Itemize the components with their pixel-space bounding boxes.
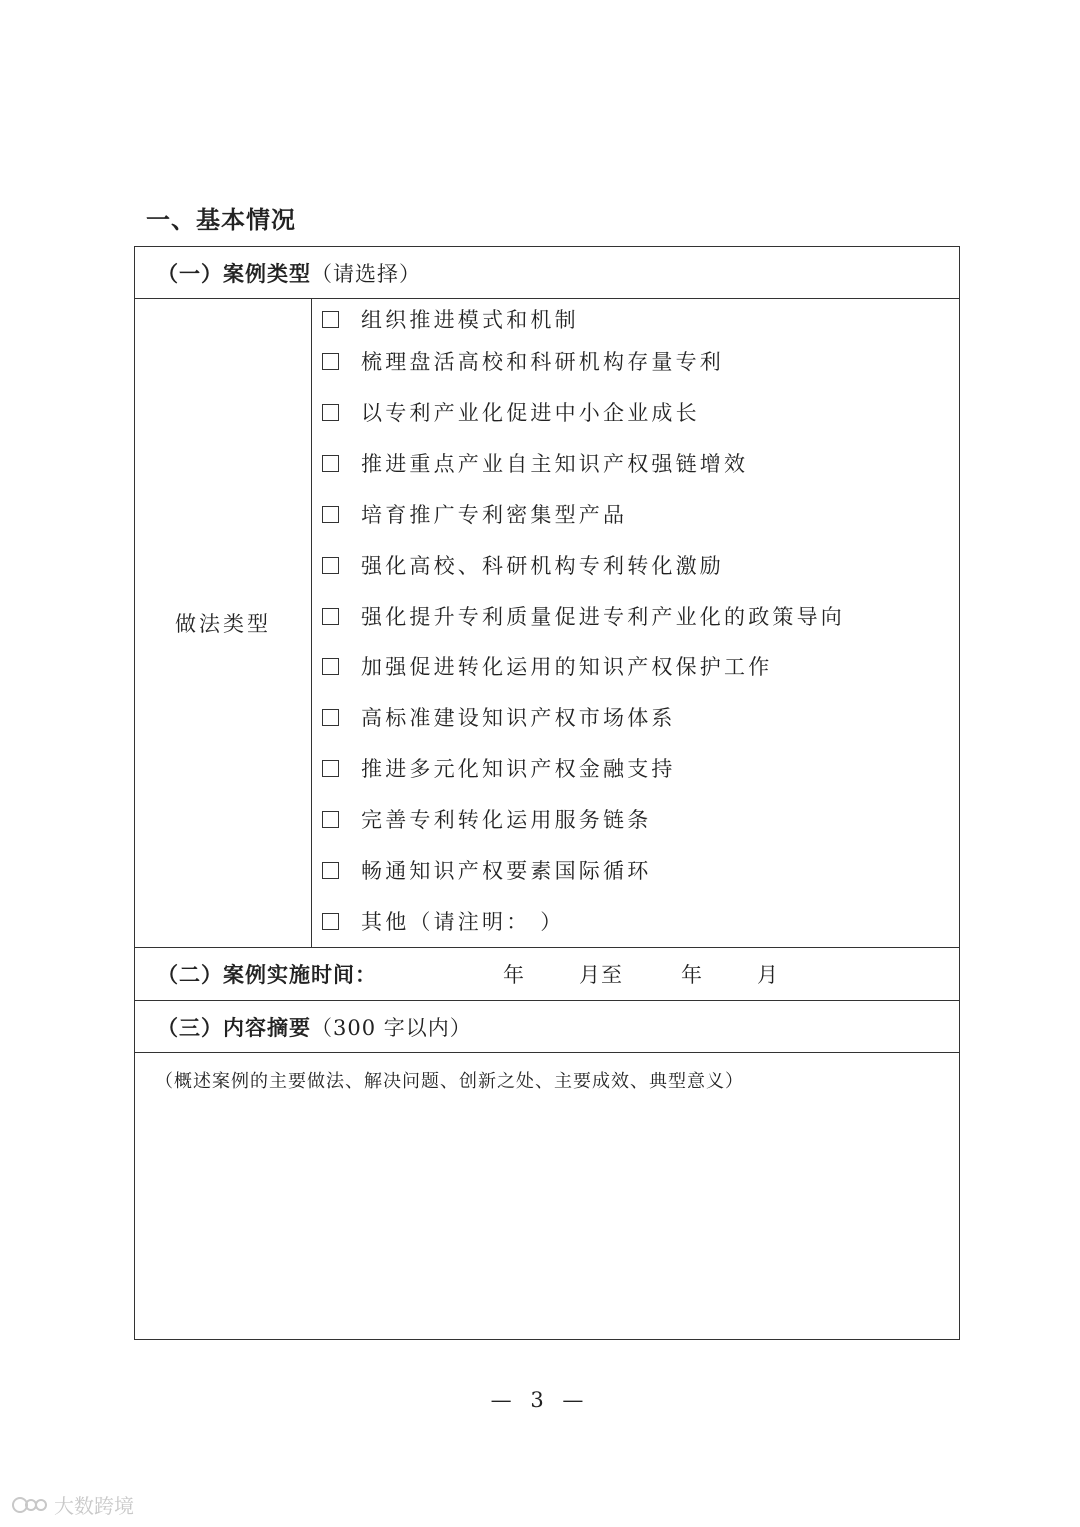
practice-type-option[interactable] xyxy=(322,906,564,936)
practice-type-option[interactable] xyxy=(322,601,845,631)
option-label: 强化提升专利质量促进专利产业化的政策导向 xyxy=(361,605,845,629)
checkbox[interactable] xyxy=(322,404,339,421)
page-number: — 3 — xyxy=(490,1388,590,1412)
practice-type-option[interactable] xyxy=(322,550,724,580)
checkbox[interactable] xyxy=(322,811,339,828)
option-label: 推进重点产业自主知识产权强链增效 xyxy=(361,452,749,476)
case-type-heading-note: （请选择） xyxy=(311,261,421,286)
checkbox[interactable] xyxy=(322,709,339,726)
option-label: 强化高校、科研机构专利转化激励 xyxy=(361,554,724,578)
checkbox[interactable] xyxy=(322,353,339,370)
checkbox[interactable] xyxy=(322,862,339,879)
checkbox[interactable] xyxy=(322,658,339,675)
practice-type-option[interactable] xyxy=(322,651,772,681)
application-form-table xyxy=(134,246,960,1340)
practice-type-option[interactable] xyxy=(322,499,627,529)
summary-heading: （三）内容摘要 xyxy=(157,1015,311,1040)
practice-type-option[interactable] xyxy=(322,804,651,834)
checkbox[interactable] xyxy=(322,455,339,472)
summary-heading-row xyxy=(135,1001,959,1053)
checkbox[interactable] xyxy=(322,608,339,625)
practice-type-label: 做法类型 xyxy=(135,299,312,947)
checkbox[interactable] xyxy=(322,506,339,523)
checkbox[interactable] xyxy=(322,760,339,777)
option-label: 畅通知识产权要素国际循环 xyxy=(361,859,652,883)
practice-type-option[interactable] xyxy=(322,753,676,783)
implementation-time-heading: （二）案例实施时间： xyxy=(157,963,377,987)
summary-hint: （概述案例的主要做法、解决问题、创新之处、主要成效、典型意义） xyxy=(155,1071,744,1092)
case-type-heading-row xyxy=(135,247,959,299)
checkbox[interactable] xyxy=(322,913,339,930)
start-month-to-label: 月至 xyxy=(579,963,623,987)
section-title: 一、基本情况 xyxy=(146,206,296,234)
checkbox[interactable] xyxy=(322,557,339,574)
option-label: 培育推广专利密集型产品 xyxy=(361,503,628,527)
option-label: 加强促进转化运用的知识产权保护工作 xyxy=(361,655,773,679)
watermark-logo-icon xyxy=(12,1495,48,1515)
practice-type-row xyxy=(135,299,959,948)
summary-content-area[interactable] xyxy=(135,1053,959,1339)
option-label: 其他（请注明： ） xyxy=(361,910,565,934)
case-type-heading: （一）案例类型 xyxy=(157,261,311,286)
option-label: 梳理盘活高校和科研机构存量专利 xyxy=(361,350,724,374)
practice-type-option[interactable] xyxy=(322,304,579,334)
practice-type-option[interactable] xyxy=(322,702,676,732)
practice-type-option[interactable] xyxy=(322,346,724,376)
checkbox[interactable] xyxy=(322,311,339,328)
practice-type-option[interactable] xyxy=(322,855,651,885)
end-month-label: 月 xyxy=(757,963,779,987)
watermark-text: 大数跨境 xyxy=(54,1494,134,1518)
option-label: 完善专利转化运用服务链条 xyxy=(361,808,652,832)
practice-type-option[interactable] xyxy=(322,397,700,427)
start-year-label: 年 xyxy=(503,963,525,987)
implementation-time-row xyxy=(135,948,959,1001)
summary-heading-note: （300 字以内） xyxy=(311,1015,472,1040)
option-label: 推进多元化知识产权金融支持 xyxy=(361,757,676,781)
watermark xyxy=(12,1490,134,1519)
option-label: 组织推进模式和机制 xyxy=(361,308,579,332)
end-year-label: 年 xyxy=(681,963,703,987)
option-label: 以专利产业化促进中小企业成长 xyxy=(361,401,700,425)
option-label: 高标准建设知识产权市场体系 xyxy=(361,706,676,730)
practice-type-option[interactable] xyxy=(322,448,748,478)
